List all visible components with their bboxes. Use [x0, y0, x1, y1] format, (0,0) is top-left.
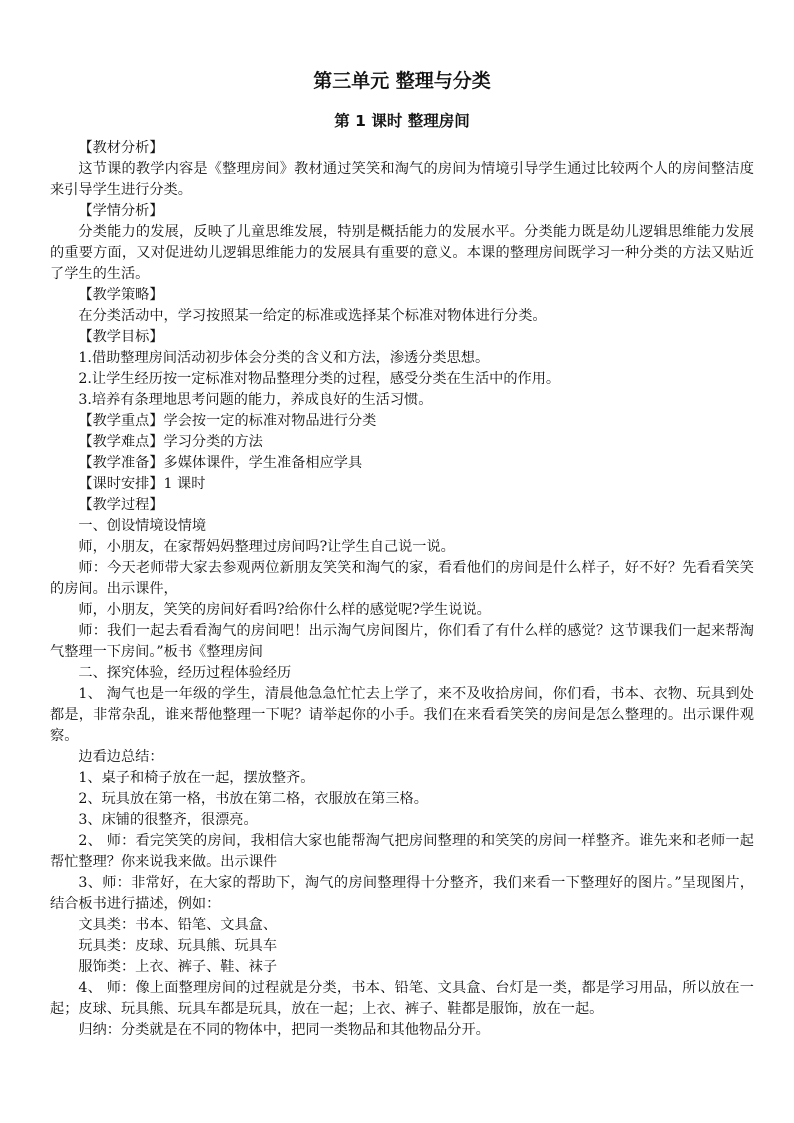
- paragraph: 2、玩具放在第一格，书放在第二格，衣服放在第三格。: [78, 791, 428, 807]
- paragraph: 师：我们一起去看看淘气的房间吧！出示淘气房间图片，你们看了有什么样的感觉？这节课我们一起来帮淘气整理一下房间。”板书《整理房间: [50, 623, 754, 660]
- paragraph: 在分类活动中，学习按照某一给定的标准或选择某个标准对物体进行分类。: [78, 308, 547, 324]
- paragraph: 服饰类：上衣、裤子、鞋、袜子: [78, 959, 278, 975]
- paragraph: 【教学过程】: [78, 497, 164, 513]
- paragraph: 二、探究体验，经历过程体验经历: [78, 665, 292, 681]
- paragraph: 师，小朋友，笑笑的房间好看吗?给你什么样的感觉呢?学生说说。: [78, 602, 491, 618]
- paragraph: 2.让学生经历按一定标准对物品整理分类的过程，感受分类在生活中的作用。: [78, 371, 561, 387]
- paragraph: 师，小朋友，在家帮妈妈整理过房间吗?让学生自己说一说。: [78, 539, 455, 555]
- lesson-title: 第 1 课时 整理房间: [334, 112, 470, 130]
- unit-title: 第三单元 整理与分类: [313, 70, 491, 92]
- paragraph: 1、 淘气也是一年级的学生，清晨他急急忙忙去上学了，来不及收拾房间，你们看，书本、衣物、玩具到处都是，非常杂乱，谁来帮他整理一下呢？请举起你的小手。我们在来看看笑笑的房间是怎么整理的。出示课件观察。: [50, 686, 754, 744]
- paragraph: 【教学准备】多媒体课件，学生准备相应学具: [78, 455, 363, 471]
- paragraph: 玩具类：皮球、玩具熊、玩具车: [78, 938, 278, 954]
- paragraph: 3.培养有条理地思考问题的能力，养成良好的生活习惯。: [78, 392, 433, 408]
- paragraph: 分类能力的发展，反映了儿童思维发展，特别是概括能力的发展水平。分类能力既是幼儿逻辑思维能力发展的重要方面，又对促进幼儿逻辑思维能力的发展具有重要的意义。本课的整理房间既学习一种分类的方法又贴近了学生的生活。: [50, 224, 754, 282]
- paragraph: 2、 师：看完笑笑的房间，我相信大家也能帮淘气把房间整理的和笑笑的房间一样整齐。谁先来和老师一起帮忙整理？你来说我来做。出示课件: [50, 833, 754, 870]
- paragraph: 师：今天老师带大家去参观两位新朋友笑笑和淘气的家，看看他们的房间是什么样子，好不好？先看看笑笑的房间。出示课件，: [50, 560, 754, 597]
- paragraph: 归纳：分类就是在不同的物体中，把同一类物品和其他物品分开。: [78, 1022, 490, 1038]
- paragraph: 这节课的教学内容是《整理房间》教材通过笑笑和淘气的房间为情境引导学生通过比较两个人的房间整洁度来引导学生进行分类。: [50, 161, 754, 198]
- paragraph: 4、 师：像上面整理房间的过程就是分类，书本、铅笔、文具盒、台灯是一类，都是学习用品，所以放在一起；皮球、玩具熊、玩具车都是玩具，放在一起；上衣、裤子、鞋都是服饰，放在一起。: [50, 980, 754, 1017]
- paragraph: 【教学策略】: [78, 287, 164, 303]
- paragraph: 1、桌子和椅子放在一起，摆放整齐。: [78, 770, 315, 786]
- paragraph: 【教学难点】学习分类的方法: [78, 434, 263, 450]
- paragraph: 【学情分析】: [78, 203, 164, 219]
- paragraph: 3、床铺的很整齐，很漂亮。: [78, 812, 258, 828]
- paragraph: 【教学重点】学会按一定的标准对物品进行分类: [78, 413, 377, 429]
- document-body: [50, 138, 754, 1041]
- paragraph: 【教学目标】: [78, 329, 164, 345]
- paragraph: 3、师：非常好，在大家的帮助下，淘气的房间整理得十分整齐，我们来看一下整理好的图片。”呈现图片，结合板书进行描述，例如：: [50, 875, 754, 912]
- paragraph: 【课时安排】1 课时: [78, 476, 206, 492]
- paragraph: 【教材分析】: [78, 140, 164, 156]
- paragraph: 一、创设情境设情境: [78, 518, 207, 534]
- paragraph: 1.借助整理房间活动初步体会分类的含义和方法，渗透分类思想。: [78, 350, 490, 366]
- paragraph: 文具类：书本、铅笔、文具盒、: [78, 917, 278, 933]
- paragraph: 边看边总结：: [78, 749, 164, 765]
